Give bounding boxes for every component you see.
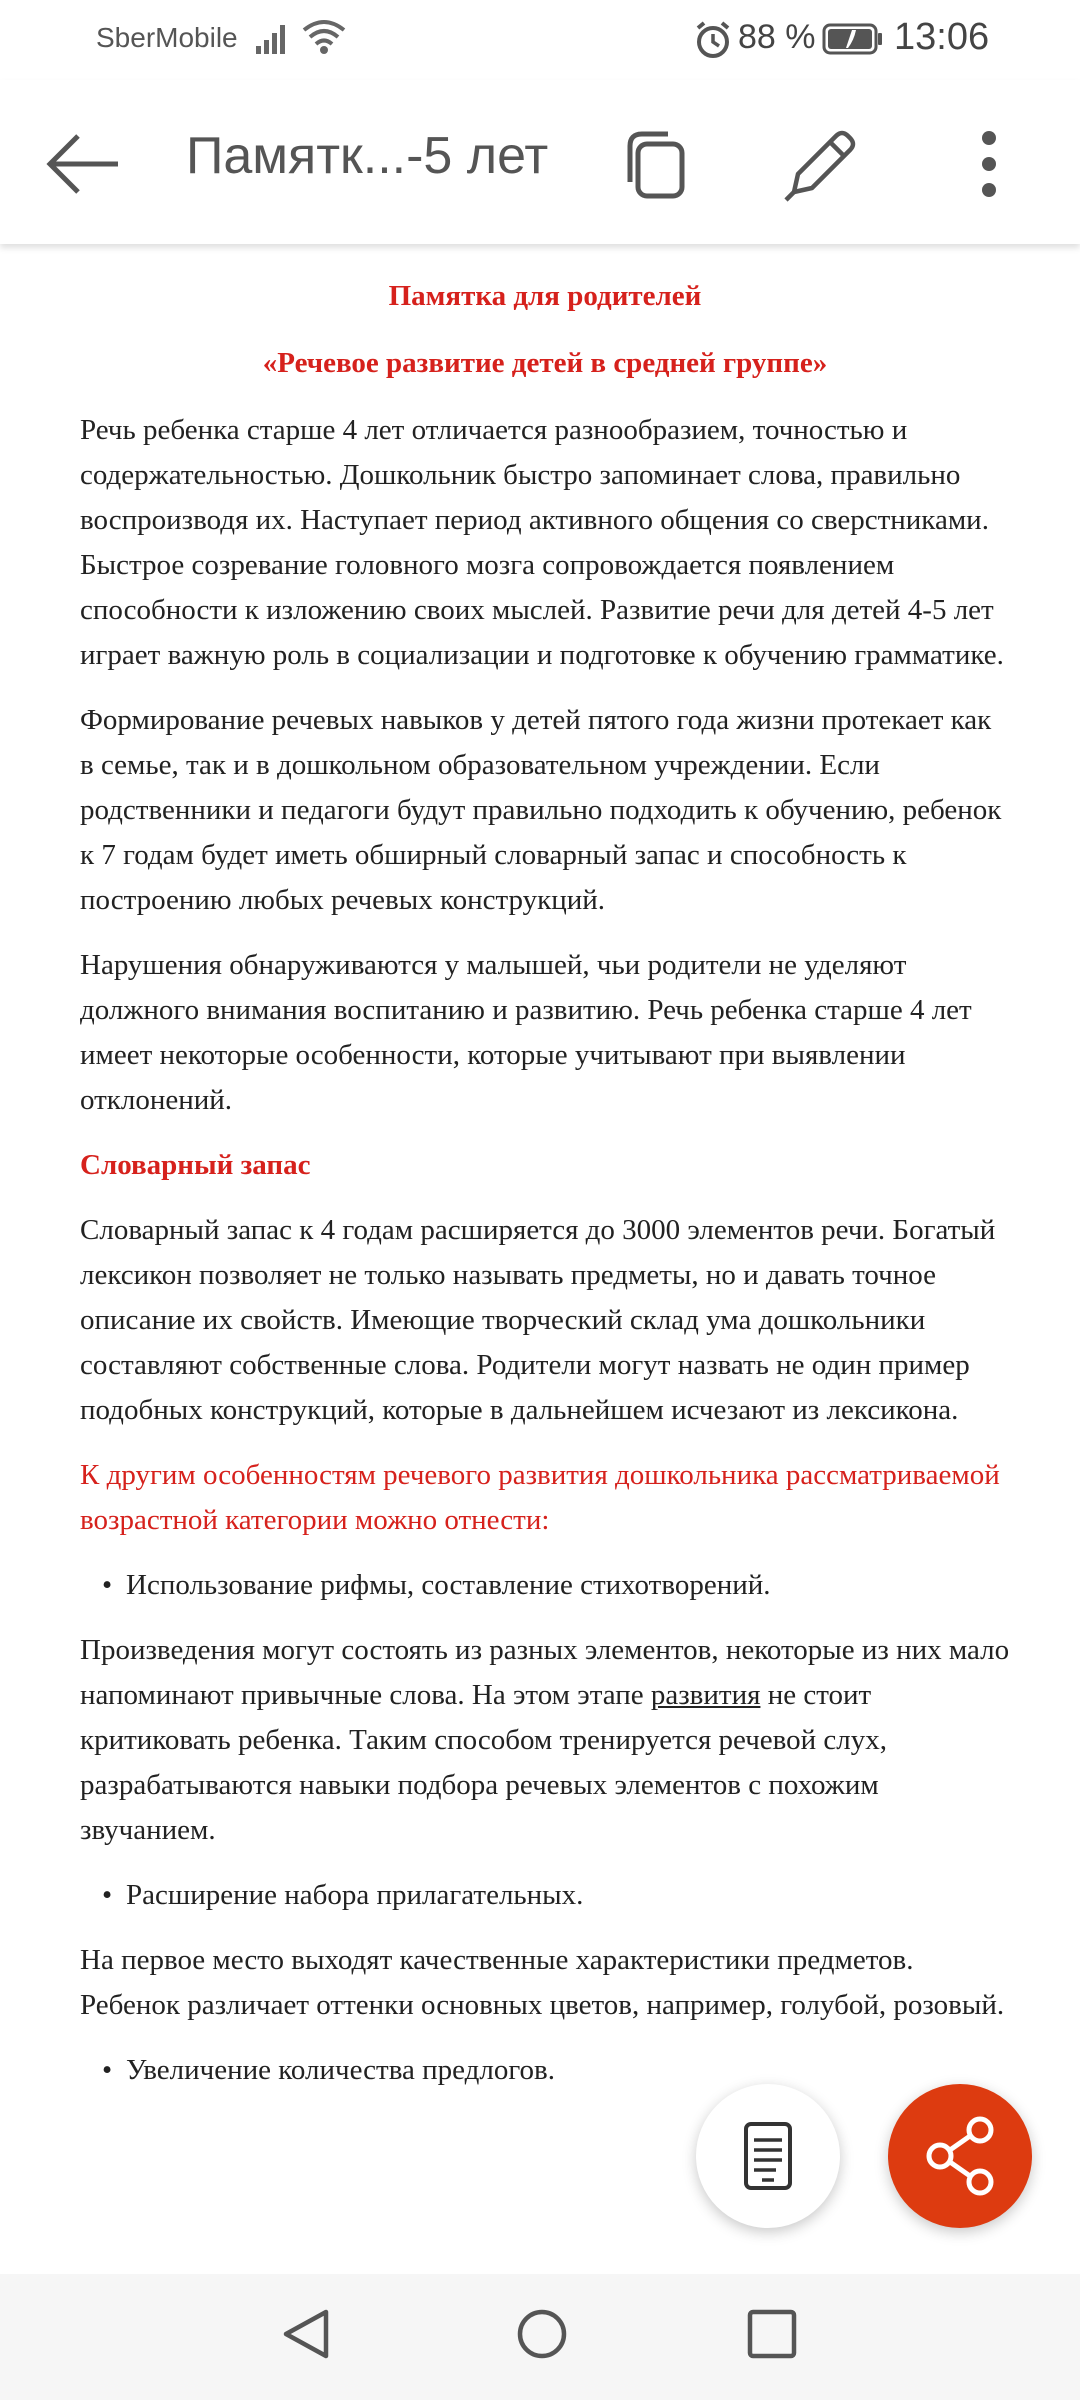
clock: 13:06 (894, 16, 990, 58)
status-bar (0, 0, 1080, 80)
wifi-icon (302, 18, 346, 58)
bullet-dot-icon: • (102, 2054, 113, 2086)
nav-home-icon[interactable] (512, 2304, 572, 2364)
bullet-dot-icon: • (102, 1879, 113, 1911)
bullet-item-prepositions (80, 2048, 1010, 2093)
share-button[interactable] (888, 2084, 1032, 2228)
paragraph-3: Нарушения обнаруживаются у малышей, чьи родители не уделяют должного внимания воспитанию и развитию. Речь ребенка старше 4 лет имеет некоторые особенности, которые учитывают при выявлении отклонений. (80, 949, 972, 1116)
bullet-text: Расширение набора прилагательных. (126, 1879, 584, 1911)
carrier-name: SberMobile (96, 22, 238, 53)
paragraph-text: Произведения могут состоять из разных элементов, некоторые из них мало напоминают привычные слова. На этом этапе (80, 1634, 1010, 1711)
paragraph-adjectives: На первое место выходят качественные характеристики предметов. Ребенок различает оттенки основных цветов, например, голубой, розовый. (80, 1944, 1005, 2021)
paragraph-vocabulary: Словарный запас к 4 годам расширяется до 3000 элементов речи. Богатый лексикон позволяет не только называть предметы, но и давать точное описание их свойств. Имеющие творческий склад ума дошкольники составляют собственные слова. Родители могут назвать не один пример подобных конструкций, которые в дальнейшем исчезают из лексикона. (80, 1214, 996, 1426)
edit-button[interactable] (776, 120, 866, 210)
bullet-item-adjectives (80, 1873, 1010, 1918)
share-icon (888, 2084, 1032, 2228)
reader-mode-icon (696, 2084, 840, 2228)
signal-icon (254, 20, 290, 56)
paragraph-text: не стоит критиковать ребенка. Таким способом тренируется речевой слух, разрабатываются навыки подбора речевых элементов с похожим звучанием. (80, 1679, 888, 1846)
alarm-icon (694, 20, 732, 60)
app-bar (0, 80, 1080, 244)
link-development[interactable]: развития (650, 1679, 761, 1711)
nav-back-icon[interactable] (278, 2304, 338, 2364)
reader-mode-button[interactable] (696, 2084, 840, 2228)
section-heading-vocabulary: Словарный запас (80, 1149, 311, 1181)
document-heading-2: «Речевое развитие детей в средней группе» (262, 347, 828, 379)
more-options-button[interactable] (964, 124, 1014, 204)
paragraph-2: Формирование речевых навыков у детей пятого года жизни протекает как в семье, так и в дошкольном образовательном учреждении. Если родственники и педагоги будут правильно подходить к обучению, ребенок к 7 годам будет иметь обширный словарный запас и способность к построению любых речевых конструкций. (80, 704, 1002, 916)
battery-icon (822, 22, 884, 56)
nav-recents-icon[interactable] (744, 2306, 800, 2362)
paragraph-1: Речь ребенка старше 4 лет отличается разнообразием, точностью и содержательностью. Дошкольник быстро запоминает слова, правильно воспроизводя их. Наступает период активного общения со сверстниками. Быстрое созревание головного мозга сопровождается появлением способности к изложению своих мыслей. Развитие речи для детей 4-5 лет играет важную роль в социализации и подготовке к обучению грамматике. (80, 414, 1004, 671)
document-content (80, 274, 1010, 2113)
copy-icon (618, 126, 698, 206)
bullet-item-rhyme (80, 1563, 1010, 1608)
edit-pencil-icon (776, 120, 866, 210)
back-button[interactable] (38, 124, 128, 204)
back-arrow-icon (38, 124, 128, 204)
paragraph-rhyme (80, 1628, 1010, 1853)
more-vert-icon (964, 124, 1014, 204)
document-heading-1: Памятка для родителей (388, 280, 702, 312)
bullet-dot-icon: • (102, 1569, 113, 1601)
red-intro-text: К другим особенностям речевого развития дошкольника рассматриваемой возрастной категории можно отнести: (80, 1459, 1000, 1536)
document-title: Памятк...-5 лет (186, 127, 549, 185)
bullet-text: Использование рифмы, составление стихотворений. (126, 1569, 771, 1601)
system-nav-bar (0, 2274, 1080, 2400)
bullet-text: Увеличение количества предлогов. (126, 2054, 555, 2086)
copy-button[interactable] (618, 126, 698, 206)
battery-percent: 88 % (738, 18, 816, 56)
document-view[interactable] (0, 244, 1080, 2274)
